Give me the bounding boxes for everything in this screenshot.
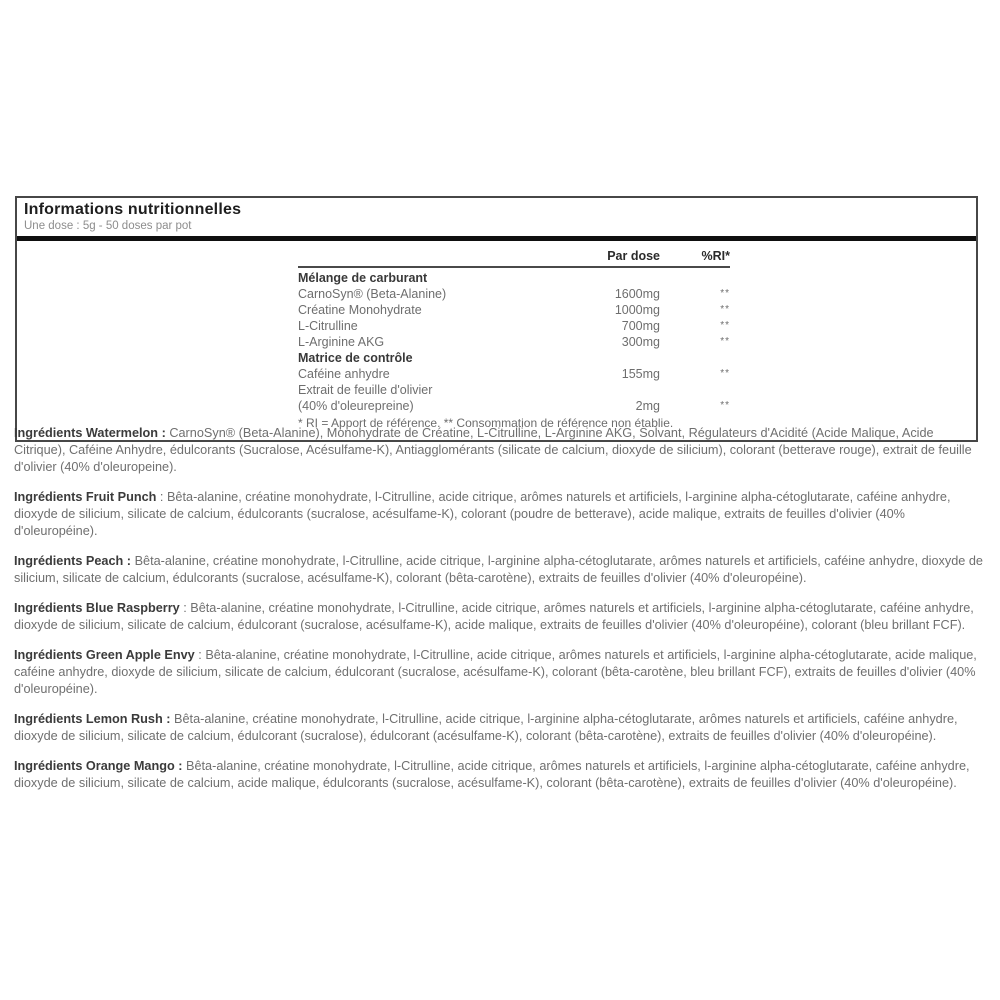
- ingredients-paragraph-green-apple-envy: [14, 647, 986, 698]
- ingredients-list-text: CarnoSyn® (Beta-Alanine), Monohydrate de Créatine, L-Citrulline, L-Arginine AKG, Solvant, Régulateurs d'Acidité (Acide Malique, Acide Citrique), Caféine Anhydre, édulcorants (Sucralose, Acésulfame-K), Antiagglomérants (silicate de calcium, dioxyde de silicium), colorant (betterave rouge), extrait de feuille d'olivier (40% d'oleuropeine).: [14, 426, 972, 474]
- row-ri: [660, 302, 730, 318]
- table-item-row: [298, 382, 730, 398]
- row-label: Créatine Monohydrate: [298, 303, 422, 317]
- header-per-dose: Par dose: [607, 249, 660, 263]
- table-section-row: [298, 270, 730, 286]
- ri-asterisks: **: [720, 304, 730, 315]
- row-label: Matrice de contrôle: [298, 351, 413, 365]
- ingredients-paragraph-lemon-rush: [14, 711, 986, 745]
- row-label: L-Citrulline: [298, 319, 358, 333]
- ingredients-flavor-label: Ingrédients Orange Mango :: [14, 759, 183, 773]
- ri-asterisks: **: [720, 368, 730, 379]
- ri-asterisks: **: [720, 400, 730, 411]
- ingredients-flavor-label: Ingrédients Blue Raspberry: [14, 601, 180, 615]
- row-amount: 2mg: [635, 399, 660, 413]
- nutrition-facts-panel: [15, 196, 978, 442]
- ingredients-list-text: : Bêta-alanine, créatine monohydrate, l-Citrulline, acide citrique, arômes naturels et artificiels, l-arginine alpha-cétoglutarate, caféine anhydre, dioxyde de silicium, silicate de calcium, édulcorant (sucralose, acésulfame-K), acide malique, extraits de feuilles d'olivier (40% d'oleuropéine), colorant (bleu brillant FCF).: [14, 601, 974, 632]
- ingredients-list-text: Bêta-alanine, créatine monohydrate, l-Citrulline, acide citrique, l-arginine alpha-cétoglutarate, arômes naturels et artificiels, caféine anhydre, dioxyde de silicium, silicate de calcium, édulcorant (sucralose), édulcorant (acésulfame-K), colorant (bêta-carotène), extraits de feuilles d'olivier (40% d'oleuropéine).: [14, 712, 958, 743]
- row-label: Extrait de feuille d'olivier: [298, 383, 433, 397]
- nutrition-panel-header: [17, 198, 976, 241]
- table-header-row: [298, 248, 730, 268]
- ingredients-paragraph-watermelon: [14, 425, 986, 476]
- ingredients-list-text: Bêta-alanine, créatine monohydrate, l-Citrulline, acide citrique, l-arginine alpha-cétoglutarate, arômes naturels et artificiels, caféine anhydre, dioxyde de silicium, silicate de calcium, édulcorants (sucralose, acésulfame-K), colorant (bêta-carotène), extraits de feuilles d'olivier (40% d'oleuropéine).: [14, 554, 983, 585]
- row-amount: 1000mg: [614, 303, 660, 317]
- table-item-row: [298, 366, 730, 382]
- serving-info: Une dose : 5g - 50 doses par pot: [24, 220, 192, 232]
- row-label: CarnoSyn® (Beta-Alanine): [298, 287, 447, 301]
- ingredients-flavor-label: Ingrédients Green Apple Envy: [14, 648, 195, 662]
- table-item-row: [298, 318, 730, 334]
- nutrition-table: [298, 248, 730, 414]
- ingredients-list-text: : Bêta-alanine, créatine monohydrate, l-Citrulline, acide citrique, arômes naturels et artificiels, l-arginine alpha-cétoglutarate, caféine anhydre, dioxyde de silicium, silicate de calcium, édulcorants (sucralose, acésulfame-K), colorant (poudre de betterave), acide malique, extraits de feuilles d'olivier (40% d'oleuropéine).: [14, 490, 951, 538]
- ingredients-section: [14, 425, 986, 805]
- row-ri: [660, 334, 730, 350]
- table-item-row: [298, 398, 730, 414]
- table-section-row: [298, 350, 730, 366]
- ingredients-paragraph-orange-mango: [14, 758, 986, 792]
- row-amount: 155mg: [621, 367, 660, 381]
- row-amount: 1600mg: [614, 287, 660, 301]
- row-label: Caféine anhydre: [298, 367, 390, 381]
- table-footnote: * RI = Apport de référence. ** Consommation de référence non établie.: [298, 416, 674, 430]
- ingredients-flavor-label: Ingrédients Lemon Rush :: [14, 712, 171, 726]
- table-item-row: [298, 286, 730, 302]
- row-ri: [660, 318, 730, 334]
- ri-asterisks: **: [720, 288, 730, 299]
- ingredients-paragraph-blue-raspberry: [14, 600, 986, 634]
- row-label: Mélange de carburant: [298, 271, 428, 285]
- table-item-row: [298, 334, 730, 350]
- ingredients-list-text: Bêta-alanine, créatine monohydrate, l-Citrulline, acide citrique, arômes naturels et artificiels, l-arginine alpha-cétoglutarate, caféine anhydre, dioxyde de silicium, silicate de calcium, acide malique, édulcorants (sucralose, acésulfame-K), colorant (bêta-carotène), extraits de feuilles d'olivier (40% d'oleuropéine).: [14, 759, 970, 790]
- ingredients-flavor-label: Ingrédients Watermelon :: [14, 426, 166, 440]
- row-ri: [660, 398, 730, 414]
- row-amount: 300mg: [621, 335, 660, 349]
- row-ri: [660, 286, 730, 302]
- ingredients-flavor-label: Ingrédients Fruit Punch: [14, 490, 157, 504]
- ingredients-paragraph-peach: [14, 553, 986, 587]
- row-ri: [660, 366, 730, 382]
- table-body: [298, 270, 730, 414]
- header-ri: %RI*: [701, 249, 730, 263]
- row-label: (40% d'oleurepreine): [298, 399, 414, 413]
- ingredients-flavor-label: Ingrédients Peach :: [14, 554, 132, 568]
- ingredients-paragraph-fruit-punch: [14, 489, 986, 540]
- row-amount: 700mg: [621, 319, 660, 333]
- ri-asterisks: **: [720, 320, 730, 331]
- nutrition-title: Informations nutritionnelles: [24, 201, 242, 218]
- ingredients-list-text: : Bêta-alanine, créatine monohydrate, l-Citrulline, acide citrique, arômes naturels et artificiels, l-arginine alpha-cétoglutarate, acide malique, caféine anhydre, dioxyde de silicium, silicate de calcium, édulcorant (sucralose, acésulfame-K), colorant (bêta-carotène, bleu brillant FCF), extraits de feuilles d'olivier (40% d'oleuropéine).: [14, 648, 977, 696]
- table-item-row: [298, 302, 730, 318]
- row-label: L-Arginine AKG: [298, 335, 385, 349]
- ri-asterisks: **: [720, 336, 730, 347]
